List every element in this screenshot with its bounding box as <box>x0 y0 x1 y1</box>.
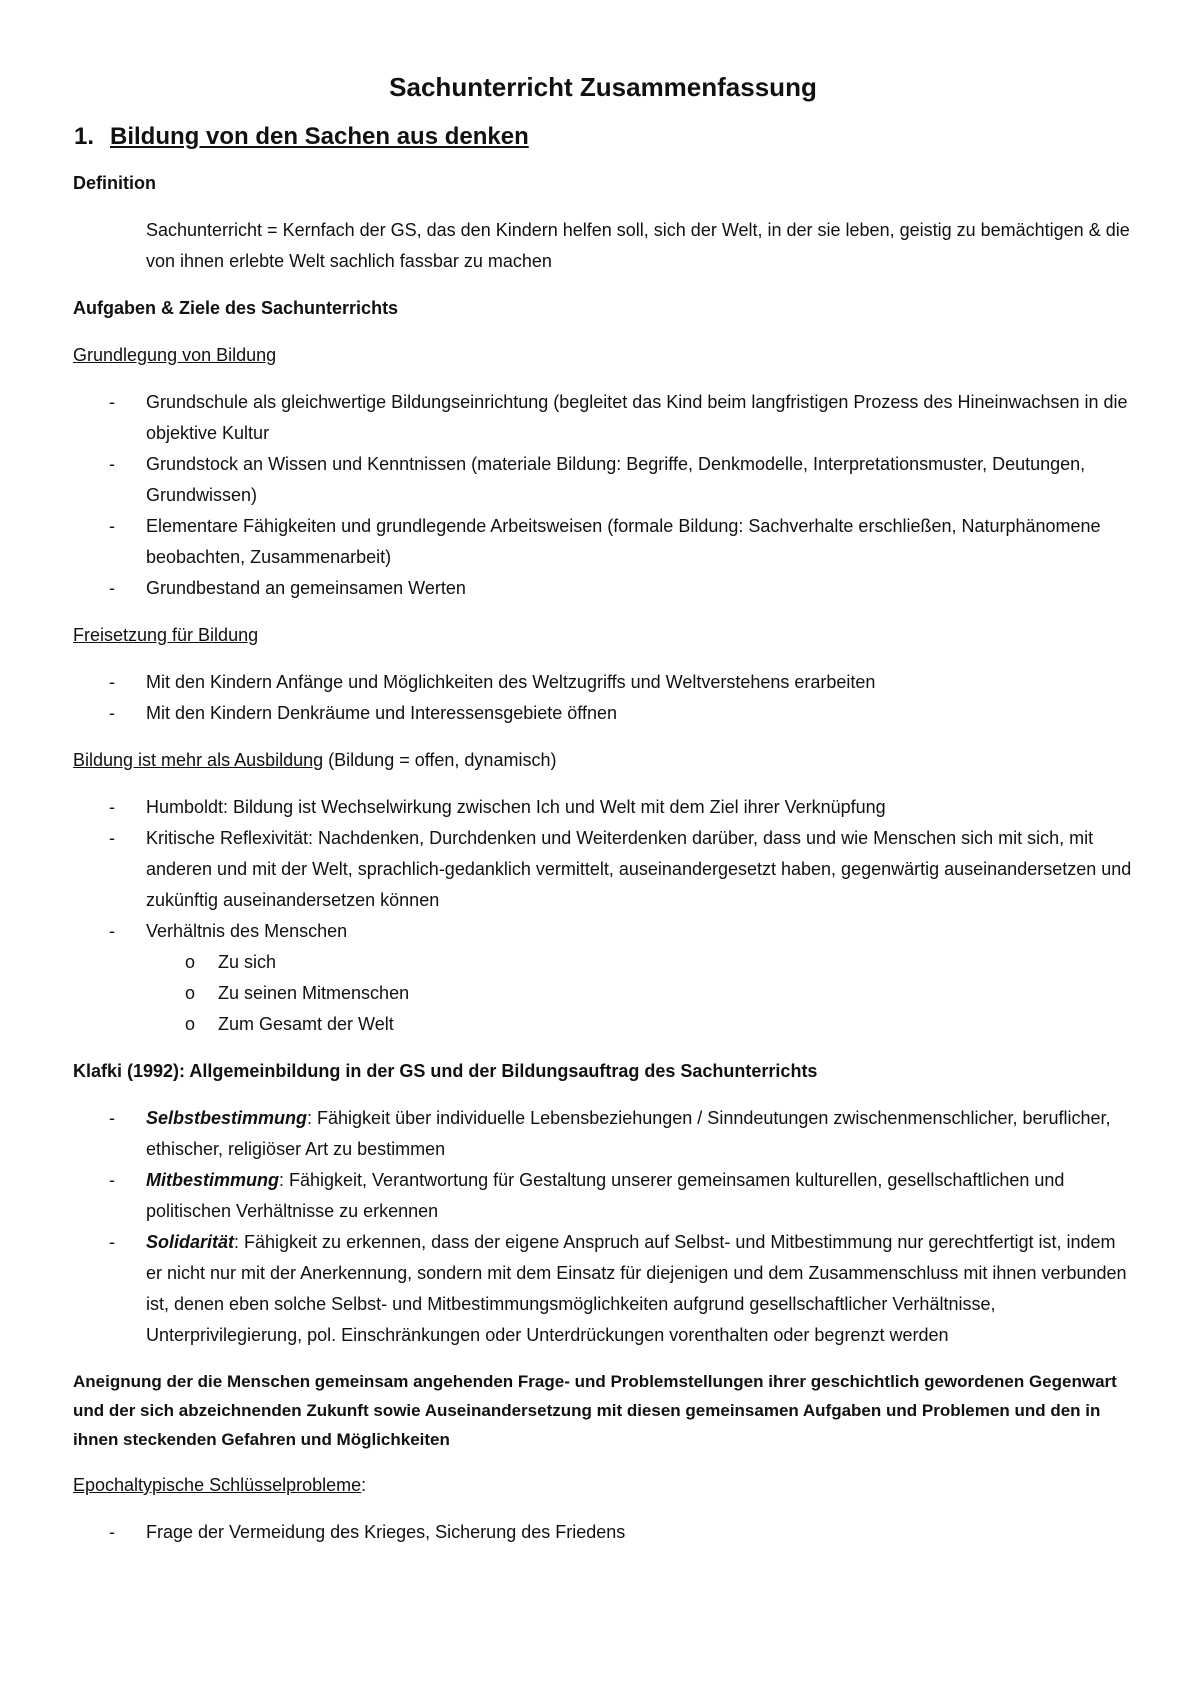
mehr-als-label: Bildung ist mehr als Ausbildung <box>73 750 324 770</box>
term: Selbstbestimmung <box>146 1108 308 1128</box>
list-item <box>73 1103 1133 1165</box>
sub-list-item: o Zu sich <box>73 947 1133 978</box>
mehr-als-suffix: (Bildung = offen, dynamisch) <box>323 750 557 770</box>
list-item: - Frage der Vermeidung des Krieges, Sicherung des Friedens <box>73 1517 1133 1548</box>
term-text: : Fähigkeit, Verantwortung für Gestaltung unserer gemeinsamen kulturellen, gesellschaftlichen und politischen Verhältnisse zu erkennen <box>146 1170 1065 1221</box>
list-item <box>73 1227 1133 1351</box>
epochal-label: Epochaltypische Schlüsselprobleme <box>73 1475 362 1495</box>
klafki-label: Klafki (1992): Allgemeinbildung in der GS und der Bildungsauftrag des Sachunterrichts <box>73 1061 818 1081</box>
freisetzung-list <box>73 667 1133 729</box>
klafki-list <box>73 1103 1133 1351</box>
epochal-list <box>73 1517 1133 1548</box>
list-item: - Kritische Reflexivität: Nachdenken, Durchdenken und Weiterdenken darüber, dass und wie Menschen sich mit sich, mit anderen und mit der Welt, sprachlich-gedanklich vermittelt, auseinandergesetzt haben, gegenwärtig auseinandersetzen und zukünftig auseinandersetzen können <box>73 823 1133 916</box>
mehr-als-list <box>73 792 1133 1040</box>
definition-text: Sachunterricht = Kernfach der GS, das den Kindern helfen soll, sich der Welt, in der sie leben, geistig zu bemächtigen & die von ihnen erlebte Welt sachlich fassbar zu machen <box>146 220 1130 271</box>
list-item: - Mit den Kindern Denkräume und Interessensgebiete öffnen <box>73 698 1133 729</box>
term: Mitbestimmung <box>146 1170 279 1190</box>
definition-label: Definition <box>73 173 156 193</box>
term: Solidarität <box>146 1232 235 1252</box>
sub-list <box>146 947 1133 1040</box>
list-item: - Grundbestand an gemeinsamen Werten <box>73 573 1133 604</box>
term-text: : Fähigkeit zu erkennen, dass der eigene Anspruch auf Selbst- und Mitbestimmung nur gerechtfertigt ist, indem er nicht nur mit der Anerkennung, sondern mit dem Einsatz für diejenigen und dem Zusammenschluss mit ihnen verbunden ist, denen eben solche Selbst- und Mitbestimmungsmöglichkeiten aufgrund gesellschaftlicher Verhältnisse, Unterprivilegierung, pol. Einschränkungen oder Unterdrückungen vorenthalten oder begrenzt werden <box>146 1232 1127 1345</box>
grundlegung-label: Grundlegung von Bildung <box>73 345 277 365</box>
aneignung-paragraph: Aneignung der die Menschen gemeinsam angehenden Frage- und Problemstellungen ihrer geschichtlich gewordenen Gegenwart und der sich abzeichnenden Zukunft sowie Auseinandersetzung mit diesen gemeinsamen Aufgaben und Problemen und den in ihnen steckenden Gefahren und Möglichkeiten <box>73 1372 1117 1449</box>
section-title: Bildung von den Sachen aus denken <box>110 123 529 150</box>
section-number: 1. <box>74 123 95 150</box>
list-item: - Mit den Kindern Anfänge und Möglichkeiten des Weltzugriffs und Weltverstehens erarbeiten <box>73 667 1133 698</box>
list-item <box>73 1165 1133 1227</box>
sub-list-item: o Zum Gesamt der Welt <box>73 1009 1133 1040</box>
grundlegung-list <box>73 387 1133 604</box>
aufgaben-label: Aufgaben & Ziele des Sachunterrichts <box>73 298 399 318</box>
list-item <box>73 916 1133 1040</box>
list-item: - Grundschule als gleichwertige Bildungseinrichtung (begleitet das Kind beim langfristigen Prozess des Hineinwachsen in die objektive Kultur <box>73 387 1133 449</box>
epochal-heading <box>73 1470 1133 1501</box>
list-item: - Humboldt: Bildung ist Wechselwirkung zwischen Ich und Welt mit dem Ziel ihrer Verknüpfung <box>73 792 1133 823</box>
section-heading <box>73 120 1133 154</box>
page-title: Sachunterricht Zusammenfassung <box>389 72 817 102</box>
list-item: - Grundstock an Wissen und Kenntnissen (materiale Bildung: Begriffe, Denkmodelle, Interpretationsmuster, Deutungen, Grundwissen) <box>73 449 1133 511</box>
list-item: - Elementare Fähigkeiten und grundlegende Arbeitsweisen (formale Bildung: Sachverhalte erschließen, Naturphänomene beobachten, Zusammenarbeit) <box>73 511 1133 573</box>
term-text: : Fähigkeit über individuelle Lebensbeziehungen / Sinndeutungen zwischenmenschlicher, beruflicher, ethischer, religiöser Art zu bestimmen <box>146 1108 1111 1159</box>
list-item-text: Verhältnis des Menschen <box>146 921 348 941</box>
mehr-als-heading <box>73 745 1133 776</box>
document-page <box>73 70 1133 1564</box>
sub-list-item: o Zu seinen Mitmenschen <box>73 978 1133 1009</box>
epochal-colon: : <box>361 1475 367 1495</box>
freisetzung-label: Freisetzung für Bildung <box>73 625 259 645</box>
